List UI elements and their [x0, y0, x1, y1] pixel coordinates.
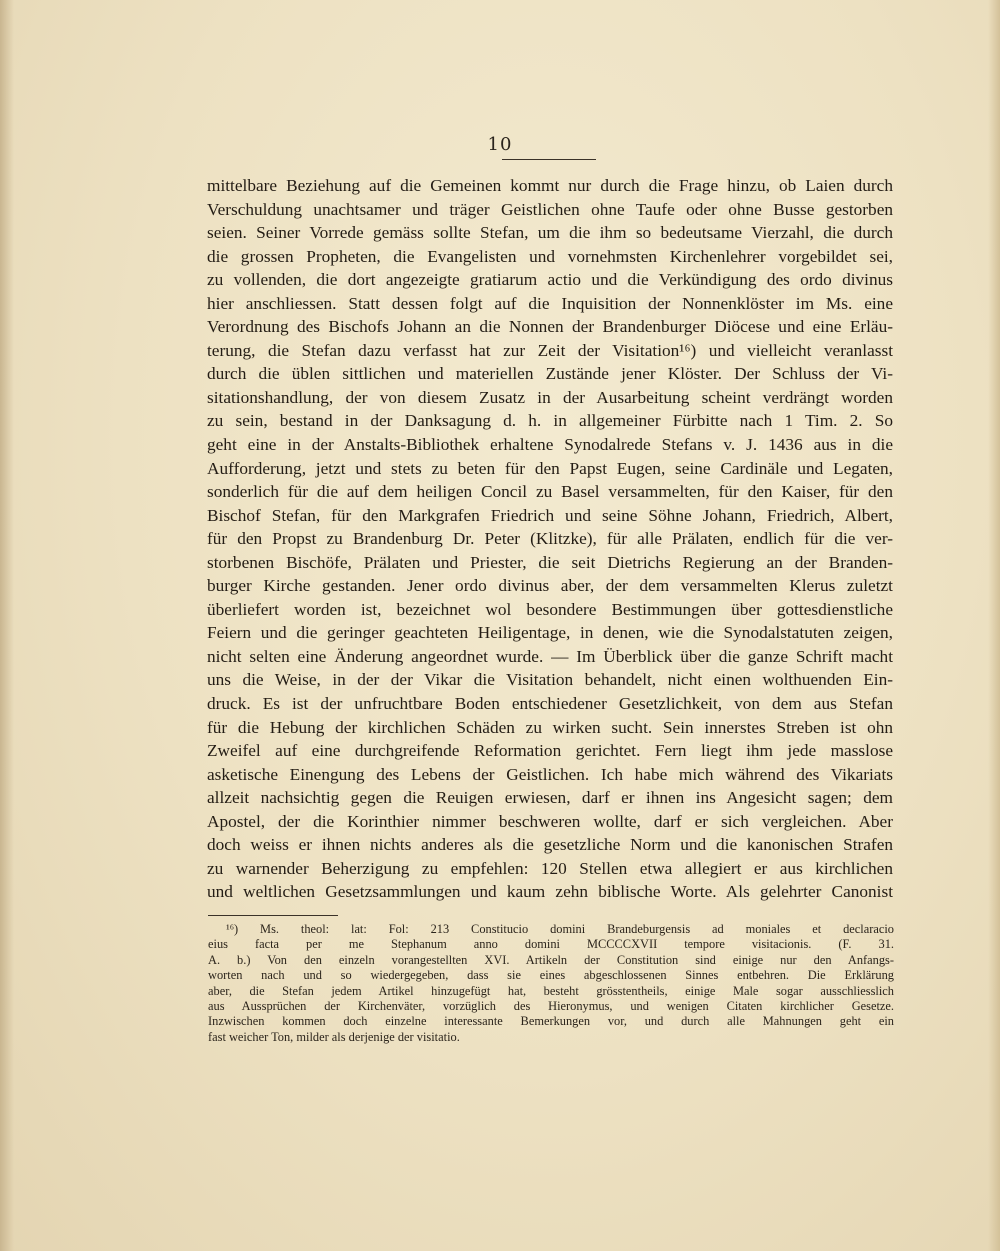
text-line: burger Kirche gestanden. Jener ordo divinus aber, der dem versammelten Klerus zuletzt — [207, 576, 893, 596]
text-line: geht eine in der Anstalts-Bibliothek erhaltene Synodalrede Stefans v. J. 1436 aus in die — [207, 435, 893, 455]
footnote-rule — [208, 915, 338, 916]
text-line: Verschuldung unachtsamer und träger Geistlichen ohne Taufe oder ohne Busse gestorben — [207, 199, 893, 219]
text-line: asketische Einengung des Lebens der Geistlichen. Ich habe mich während des Vikariats — [207, 764, 893, 784]
text-line: Aufforderung, jetzt und stets zu beten für den Papst Eugen, seine Cardinäle und Legaten, — [207, 458, 893, 478]
text-line: die grossen Propheten, die Evangelisten und vornehmsten Kirchenlehrer vorgebildet sei, — [207, 246, 893, 266]
text-line: uns die Weise, in der der Vikar die Visitation behandelt, nicht einen wolthuenden Ein- — [207, 670, 893, 690]
text-line: zu sein, bestand in der Danksagung d. h. in allgemeiner Fürbitte nach 1 Tim. 2. So — [207, 411, 893, 431]
text-line: nicht selten eine Änderung angeordnet wurde. — Im Überblick über die ganze Schrift macht — [207, 646, 893, 666]
footnote-line: ¹⁶) Ms. theol: lat: Fol: 213 Constitucio domini Brandeburgensis ad moniales et declaracio — [226, 922, 894, 936]
header-rule — [502, 159, 596, 160]
main-text — [207, 174, 893, 904]
text-line: zu warnender Beherzigung zu empfehlen: 120 Stellen etwa allegiert er aus kirchlichen — [207, 858, 893, 878]
text-line: allzeit nachsichtig gegen die Reuigen erwiesen, darf er ihnen ins Angesicht sagen; dem — [207, 788, 893, 808]
page-edge-left — [0, 0, 14, 1251]
text-line: storbenen Bischöfe, Prälaten und Priester, die seit Dietrichs Regierung an der Branden- — [207, 552, 893, 572]
footnote-line: aus Aussprüchen der Kirchenväter, vorzüglich des Hieronymus, und wenigen Citaten kirchlicher Gesetze. — [208, 998, 894, 1013]
text-line: druck. Es ist der unfruchtbare Boden entschiedener Gesetzlichkeit, von dem aus Stefan — [207, 694, 893, 714]
footnote-line: fast weicher Ton, milder als derjenige der visitatio. — [208, 1029, 460, 1044]
text-line: Apostel, der die Korinthier nimmer beschweren wollte, darf er sich vergleichen. Aber — [207, 811, 893, 831]
text-line: zu vollenden, die dort angezeigte gratiarum actio und die Verkündigung des ordo divinus — [207, 270, 893, 290]
text-line: Verordnung des Bischofs Johann an die Nonnen der Brandenburger Diöcese und eine Erläu- — [207, 317, 893, 337]
text-line: mittelbare Beziehung auf die Gemeinen kommt nur durch die Frage hinzu, ob Laien durch — [207, 176, 893, 195]
page-edge-right — [988, 0, 1000, 1251]
text-line: durch die üblen sittlichen und materiellen Zustände jener Klöster. Der Schluss der Vi- — [207, 364, 893, 384]
text-line: Feiern und die geringer geachteten Heiligentage, in denen, wie die Synodalstatuten zeigen, — [207, 623, 893, 643]
footnote-line: A. b.) Von den einzeln vorangestellten XVI. Artikeln der Constitution sind einige nur den Anfangs- — [208, 952, 894, 967]
text-line: Zweifel auf eine durchgreifende Reformation gerichtet. Fern liegt ihm jede masslose — [207, 741, 893, 761]
page-number: 10 — [487, 134, 513, 155]
text-line: überliefert worden ist, bezeichnet wol besondere Bestimmungen über gottesdienstliche — [207, 599, 893, 619]
text-line: seien. Seiner Vorrede gemäss sollte Stefan, um die ihm so bedeutsame Vierzahl, die durch — [207, 223, 893, 243]
footnote — [208, 922, 894, 1045]
text-line: und weltlichen Gesetzsammlungen und kaum zehn biblische Worte. Als gelehrter Canonist — [207, 882, 893, 902]
footnote-line: Inzwischen kommen doch einzelne interessante Bemerkungen vor, und durch alle Mahnungen geht ein — [208, 1014, 894, 1029]
text-line: für die Hebung der kirchlichen Schäden zu wirken sucht. Sein innerstes Streben ist ohn — [207, 717, 893, 737]
footnote-line: aber, die Stefan jedem Artikel hinzugefügt hat, besteht grösstentheils, einige Male sogar ausschliesslich — [208, 983, 894, 998]
footnote-line: worten nach und so wiedergegeben, dass sie eines abgeschlossenen Sinnes entbehren. Die Erklärung — [208, 968, 894, 983]
text-line: sonderlich für die auf dem heiligen Concil zu Basel versammelten, für den Kaiser, für den — [207, 482, 893, 502]
text-line: terung, die Stefan dazu verfasst hat zur Zeit der Visitation¹⁶) und vielleicht veranlasst — [207, 340, 893, 360]
text-line: hier anschliessen. Statt dessen folgt auf die Inquisition der Nonnenklöster im Ms. eine — [207, 293, 893, 313]
text-line: doch weiss er ihnen nichts anderes als die gesetzliche Norm und die kanonischen Strafen — [207, 835, 893, 855]
text-line: Bischof Stefan, für den Markgrafen Friedrich und seine Söhne Johann, Friedrich, Albert, — [207, 505, 893, 525]
footnote-line: eius facta per me Stephanum anno domini MCCCCXVII tempore visitacionis. (F. 31. — [208, 937, 894, 952]
text-line: für den Propst zu Brandenburg Dr. Peter (Klitzke), für alle Prälaten, endlich für die ver- — [207, 529, 893, 549]
text-line: sitationshandlung, der von diesem Zusatz in der Ausarbeitung scheint verdrängt worden — [207, 387, 893, 407]
